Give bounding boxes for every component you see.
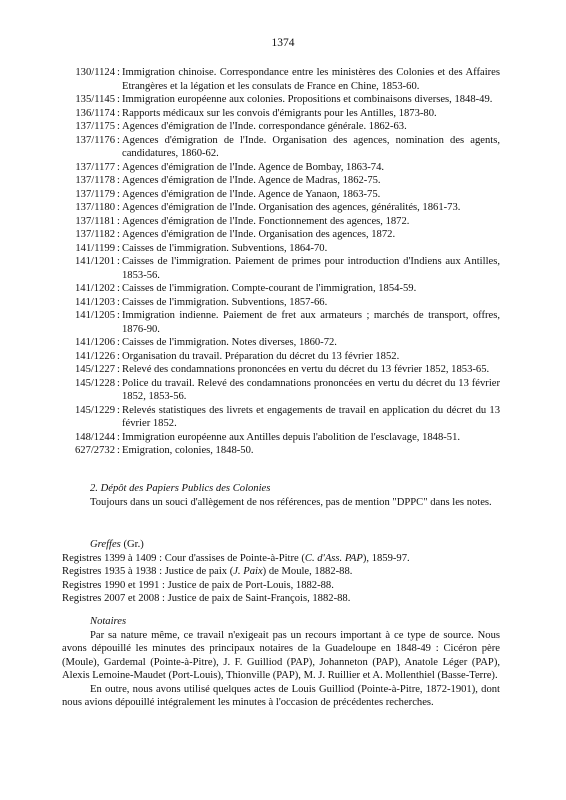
archive-entry	[62, 444, 500, 458]
greffes-list	[62, 552, 500, 606]
entry-description: Emigration, colonies, 1848-50.	[122, 445, 254, 456]
archive-entry	[62, 350, 500, 364]
entry-code: 137/1176	[75, 134, 115, 146]
entry-separator: :	[117, 161, 120, 173]
greffes-line	[62, 592, 500, 606]
entry-description: Caisses de l'immigration. Compte-courant de l'immigration, 1854-59.	[122, 283, 417, 294]
entry-description: Immigration chinoise. Correspondance entre les ministères des Colonies et des Affaires Etrangères et la légation et les consulats de France en Chine, 1853-60.	[122, 67, 500, 92]
entry-separator: :	[117, 67, 120, 78]
notaires-heading: Notaires	[90, 616, 127, 627]
archive-entry	[62, 120, 500, 134]
archive-entry	[62, 215, 500, 229]
greffes-line-italic: C. d'Ass. PAP	[304, 552, 363, 564]
entry-description: Organisation du travail. Préparation du décret du 13 février 1852.	[122, 350, 400, 362]
entry-description: Agences d'émigration de l'Inde. Organisation des agences, 1872.	[122, 229, 396, 240]
entry-description: Agences d'émigration de l'Inde. Organisation des agences, nomination des agents, candidatures, 1860-62.	[122, 134, 500, 159]
entry-code: 145/1229	[74, 404, 115, 416]
entry-code: 141/1202	[74, 283, 115, 294]
entry-code: 145/1227	[74, 364, 115, 375]
entry-code: 137/1181	[75, 215, 115, 227]
entry-separator: :	[117, 296, 120, 308]
section-paragraph: Toujours dans un souci d'allègement de nos références, pas de mention "DPPC" dans les notes.	[90, 496, 492, 508]
archive-entry	[62, 242, 500, 256]
entry-code: 130/1124	[75, 67, 115, 78]
entry-separator: :	[117, 107, 120, 119]
entry-description: Caisses de l'immigration. Subventions, 1857-66.	[122, 296, 328, 308]
entry-description: Relevés statistiques des livrets et engagements de travail en application du décret du 13 février 1852.	[122, 404, 500, 429]
greffes-line	[62, 552, 500, 566]
archive-entry	[62, 255, 500, 282]
section-greffes	[62, 538, 500, 606]
entry-description: Agences d'émigration de l'Inde. Agence de Yanaon, 1863-75.	[122, 188, 381, 200]
greffes-line	[62, 565, 500, 579]
archive-entry	[62, 377, 500, 404]
greffes-line-before: Registres 2007 et 2008 : Justice de paix de Saint-François, 1882-88.	[62, 593, 351, 604]
archive-entry	[62, 66, 500, 93]
entry-code: 627/2732	[74, 445, 115, 456]
archive-entry	[62, 161, 500, 175]
entry-code: 141/1201	[74, 256, 115, 267]
greffes-line-before: Registres 1935 à 1938 : Justice de paix (	[62, 566, 234, 577]
archive-entry	[62, 188, 500, 202]
entry-code: 137/1179	[75, 188, 115, 200]
page-number: 1374	[271, 37, 295, 49]
archive-entry	[62, 107, 500, 121]
entry-description: Immigration européenne aux Antilles depuis l'abolition de l'esclavage, 1848-51.	[122, 431, 461, 443]
greffes-line-before: Registres 1990 et 1991 : Justice de paix de Port-Louis, 1882-88.	[62, 579, 334, 591]
entry-code: 141/1203	[74, 296, 115, 308]
archive-entry	[62, 431, 500, 445]
section-dppc	[62, 482, 500, 509]
archive-entry	[62, 134, 500, 161]
archive-entry	[62, 404, 500, 431]
entry-code: 141/1205	[74, 310, 115, 321]
entry-separator: :	[117, 215, 120, 227]
entry-description: Caisses de l'immigration. Paiement de primes pour introduction d'Indiens aux Antilles, 1853-56.	[122, 256, 500, 281]
greffes-line	[62, 579, 500, 593]
archive-entry	[62, 309, 500, 336]
entry-code: 137/1177	[75, 161, 115, 173]
entry-separator: :	[117, 377, 120, 389]
archive-entry	[62, 228, 500, 242]
archive-entry	[62, 93, 500, 107]
entry-code: 141/1206	[74, 337, 115, 348]
archive-entry-list	[62, 66, 500, 458]
greffes-heading: Greffes (Gr.)	[90, 539, 144, 550]
entry-description: Caisses de l'immigration. Notes diverses, 1860-72.	[122, 337, 337, 348]
entry-separator: :	[117, 364, 120, 375]
entry-code: 137/1182	[75, 229, 115, 240]
section-notaires	[62, 615, 500, 710]
entry-separator: :	[117, 337, 120, 348]
entry-description: Caisses de l'immigration. Subventions, 1864-70.	[122, 242, 328, 254]
entry-separator: :	[117, 350, 120, 362]
archive-entry	[62, 336, 500, 350]
entry-separator: :	[117, 134, 120, 146]
entry-description: Agences d'émigration de l'Inde. correspondance générale. 1862-63.	[122, 121, 407, 132]
entry-code: 137/1180	[75, 202, 115, 213]
entry-separator: :	[117, 188, 120, 200]
entry-separator: :	[117, 431, 120, 443]
entry-code: 137/1175	[75, 121, 115, 132]
entry-separator: :	[117, 202, 120, 213]
entry-code: 148/1244	[74, 431, 115, 443]
greffes-line-before: Registres 1399 à 1409 : Cour d'assises de Pointe-à-Pitre (	[62, 552, 305, 564]
entry-separator: :	[117, 404, 120, 416]
archive-entry	[62, 282, 500, 296]
entry-code: 141/1199	[75, 242, 115, 254]
entry-code: 137/1178	[75, 175, 115, 186]
entry-separator: :	[117, 445, 120, 456]
entry-separator: :	[117, 94, 120, 105]
entry-code: 141/1226	[74, 350, 115, 362]
entry-description: Agences d'émigration de l'Inde. Organisation des agences, généralités, 1861-73.	[122, 202, 461, 213]
entry-separator: :	[117, 121, 120, 132]
entry-description: Immigration indienne. Paiement de fret aux armateurs ; marchés de transport, offres, 1876-90.	[122, 310, 500, 335]
entry-code: 145/1228	[74, 377, 115, 389]
entry-separator: :	[117, 256, 120, 267]
entry-code: 135/1145	[75, 94, 115, 105]
entry-separator: :	[117, 229, 120, 240]
archive-entry	[62, 296, 500, 310]
section-heading: 2. Dépôt des Papiers Publics des Colonies	[90, 483, 271, 494]
entry-description: Rapports médicaux sur les convois d'émigrants pour les Antilles, 1873-80.	[122, 107, 437, 119]
entry-separator: :	[117, 242, 120, 254]
entry-separator: :	[117, 283, 120, 294]
entry-description: Agences d'émigration de l'Inde. Fonctionnement des agences, 1872.	[122, 215, 410, 227]
entry-code: 136/1174	[75, 107, 115, 119]
archive-entry	[62, 174, 500, 188]
entry-description: Relevé des condamnations prononcées en vertu du décret du 13 février 1852, 1853-65.	[122, 364, 490, 375]
entry-description: Police du travail. Relevé des condamnations prononcées en vertu du décret du 13 février 1852, 1853-56.	[122, 377, 500, 402]
archive-entry	[62, 363, 500, 377]
entry-separator: :	[117, 175, 120, 186]
notaires-paragraph-2: En outre, nous avons utilisé quelques actes de Louis Guilliod (Pointe-à-Pitre, 1872-1901), dont nous avions dépouillé intégralement les minutes à l'occasion de précédentes recherches.	[62, 683, 500, 708]
notaires-paragraph-1: Par sa nature même, ce travail n'exigeait pas un recours important à ce type de source. Nous avons dépouillé les minutes des principaux notaires de la Guadeloupe en 1848-49 : Cicéron père (Moule), Gardemal (Pointe-à-Pitre), J. F. Guilliod (PAP), Johanneton (PAP), Anatole Léger (PAP), Alexis Lemoine-Maudet (Port-Louis), Thionville (PAP), M. J. Ruillier et A. Mollenthiel (Basse-Terre).	[62, 629, 500, 681]
entry-description: Agences d'émigration de l'Inde. Agence de Bombay, 1863-74.	[122, 161, 385, 173]
greffes-line-after: ) de Moule, 1882-88.	[262, 566, 353, 577]
entry-description: Agences d'émigration de l'Inde. Agence de Madras, 1862-75.	[122, 175, 381, 186]
archive-entry	[62, 201, 500, 215]
entry-description: Immigration européenne aux colonies. Propositions et combinaisons diverses, 1848-49.	[122, 94, 493, 105]
entry-separator: :	[117, 310, 120, 321]
greffes-line-after: ), 1859-97.	[362, 552, 410, 564]
greffes-line-italic: J. Paix	[233, 566, 263, 577]
